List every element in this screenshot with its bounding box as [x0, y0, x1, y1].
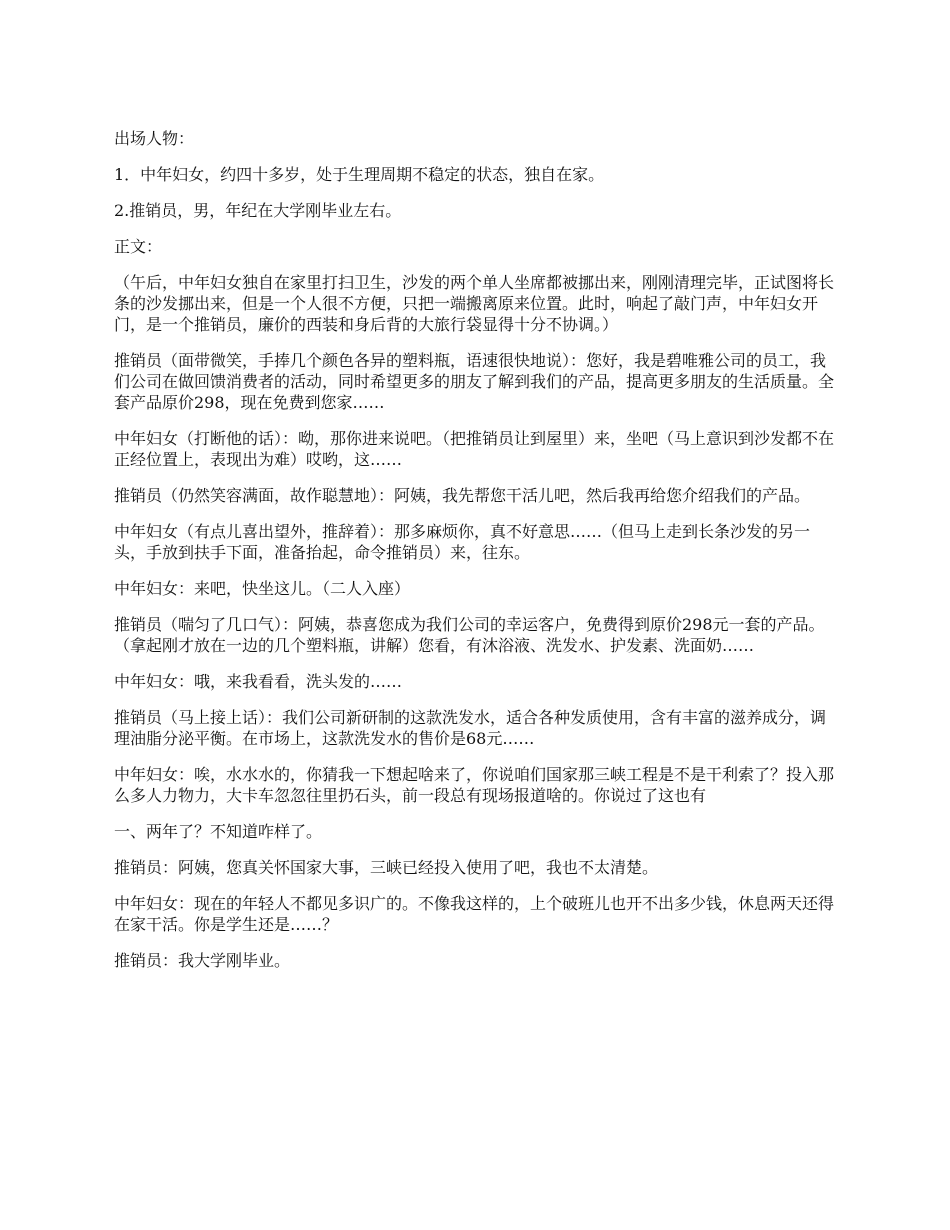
dialogue-paragraph: 推销员：我大学刚毕业。	[114, 951, 291, 970]
dialogue-paragraph: 推销员（马上接上话）：我们公司新研制的这款洗发水，适合各种发质使用，含有丰富的滋养成分，调理油脂分泌平衡。在市场上，这款洗发水的售价是68元……	[114, 708, 827, 748]
dialogue-paragraph: 中年妇女（打断他的话）：呦，那你进来说吧。（把推销员让到屋里）来，坐吧（马上意识到沙发都不在正经位置上，表现出为难）哎哟，这……	[114, 429, 835, 469]
dialogue-paragraph: 中年妇女：哦，来我看看，洗头发的……	[114, 672, 403, 691]
section-heading-body: 正文：	[114, 237, 163, 256]
section-heading-cast: 出场人物：	[114, 129, 195, 148]
dialogue-paragraph: 中年妇女：唉，水水水的，你猜我一下想起啥来了，你说咱们国家那三峡工程是不是干利索了？投入那么多人力物力，大卡车忽忽往里扔石头，前一段总有现场报道啥的。你说过了这也有	[114, 765, 835, 805]
dialogue-paragraph: 中年妇女：来吧，快坐这儿。（二人入座）	[114, 579, 411, 598]
dialogue-paragraph: 推销员：阿姨，您真关怀国家大事，三峡已经投入使用了吧，我也不太清楚。	[114, 858, 659, 877]
document-body	[114, 128, 840, 986]
stage-direction: （午后，中年妇女独自在家里打扫卫生，沙发的两个单人坐席都被挪出来，刚刚清理完毕，正试图将长条的沙发挪出来，但是一个人很不方便，只把一端搬离原来位置。此时，响起了敲门声，中年妇女开门，是一个推销员，廉价的西装和身后背的大旅行袋显得十分不协调。）	[114, 273, 835, 334]
dialogue-paragraph: 中年妇女（有点儿喜出望外，推辞着）：那多麻烦你，真不好意思……（但马上走到长条沙发的另一头，手放到扶手下面，准备抬起，命令推销员）来，往东。	[114, 522, 811, 562]
dialogue-paragraph: 一、两年了？不知道咋样了。	[114, 822, 323, 841]
dialogue-paragraph: 中年妇女：现在的年轻人不都见多识广的。不像我这样的，上个破班儿也开不出多少钱，休息两天还得在家干活。你是学生还是……？	[114, 894, 835, 934]
cast-item-1: 1．中年妇女，约四十多岁，处于生理周期不稳定的状态，独自在家。	[114, 165, 605, 184]
dialogue-paragraph: 推销员（仍然笑容满面，故作聪慧地）：阿姨，我先帮您干活儿吧，然后我再给您介绍我们的产品。	[114, 486, 811, 505]
dialogue-paragraph: 推销员（喘匀了几口气）：阿姨，恭喜您成为我们公司的幸运客户，免费得到原价298元一套的产品。（拿起刚才放在一边的几个塑料瓶，讲解）您看，有沐浴液、洗发水、护发素、洗面奶……	[114, 615, 825, 655]
cast-item-2: 2.推销员，男，年纪在大学刚毕业左右。	[114, 201, 402, 220]
dialogue-paragraph: 推销员（面带微笑，手捧几个颜色各异的塑料瓶，语速很快地说）：您好，我是碧唯雅公司的员工，我们公司在做回馈消费者的活动，同时希望更多的朋友了解到我们的产品，提高更多朋友的生活质量。全套产品原价298，现在免费到您家……	[114, 351, 835, 412]
